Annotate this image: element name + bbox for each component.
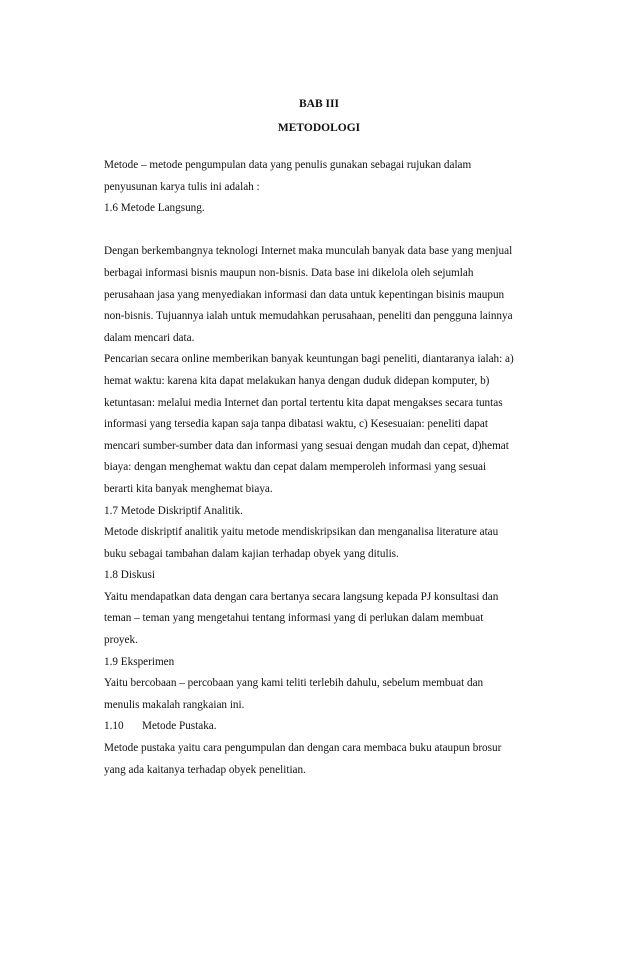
paragraph-line: menulis makalah rangkaian ini. (104, 698, 245, 711)
section-number-1-10: 1.10 (104, 720, 124, 733)
paragraph-line: Dengan berkembangnya teknologi Internet maka munculah banyak data base yang menjual (104, 245, 513, 258)
paragraph-spacer (104, 220, 574, 242)
paragraph-line: dalam mencari data. (104, 331, 195, 344)
paragraph-line: berbagai informasi bisnis maupun non-bisnis. Data base ini dikelola oleh sejumlah (104, 266, 474, 279)
intro-line: Metode – metode pengumpulan data yang penulis gunakan sebagai rujukan dalam (104, 159, 472, 171)
paragraph-line: perusahaan jasa yang menyediakan informasi dan data untuk kepentingan bisinis maupun (104, 288, 505, 301)
paragraph-line: yang ada kaitanya terhadap obyek penelitian. (104, 763, 306, 776)
intro-line: penyusunan karya tulis ini adalah : (104, 180, 260, 193)
paragraph-line: Metode pustaka yaitu cara pengumpulan dan dengan cara membaca buku ataupun brosur (104, 742, 502, 755)
paragraph-line: biaya: dengan menghemat waktu dan cepat dalam memperoleh informasi yang sesuai (104, 461, 487, 474)
section-heading-1-7: 1.7 Metode Diskriptif Analitik. (104, 504, 243, 517)
paragraph-line: informasi yang tersedia kapan saja tanpa dibatasi waktu, c) Kesesuaian: peneliti dapat (104, 418, 488, 431)
paragraph-line: hemat waktu: karena kita dapat melakukan hanya dengan duduk didepan komputer, b) (104, 374, 490, 387)
chapter-title: METODOLOGI (277, 122, 361, 134)
paragraph-line: buku sebagai tambahan dalam kajian terhadap obyek yang ditulis. (104, 547, 399, 560)
section-heading-1-9: 1.9 Eksperimen (104, 655, 175, 668)
section-title-1-10: Metode Pustaka. (142, 720, 217, 733)
paragraph-line: non-bisnis. Tujuannya ialah untuk memudahkan perusahaan, peneliti dan pengguna lainnya (104, 310, 513, 323)
section-heading-1-6: 1.6 Metode Langsung. (104, 202, 205, 215)
paragraph-line: berarti kita banyak menghemat biaya. (104, 482, 273, 495)
section-heading-1-8: 1.8 Diskusi (104, 569, 155, 582)
chapter-label: BAB III (299, 98, 339, 110)
paragraph-line: mencari sumber-sumber data dan informasi yang sesuai dengan mudah dan cepat, d)hemat (104, 439, 509, 452)
paragraph-line: Yaitu mendapatkan data dengan cara bertanya secara langsung kepada PJ konsultasi dan (104, 590, 499, 603)
paragraph-line: teman – teman yang mengetahui tentang informasi yang di perlukan dalam membuat (104, 612, 484, 625)
document-body (104, 155, 574, 781)
paragraph-line: Yaitu bercobaan – percobaan yang kami teliti terlebih dahulu, sebelum membuat dan (104, 677, 484, 690)
section-heading-1-10 (104, 716, 574, 738)
paragraph-line: Metode diskriptif analitik yaitu metode mendiskripsikan dan menganalisa literature atau (104, 526, 499, 539)
paragraph-line: ketuntasan: melalui media Internet dan portal tertentu kita dapat mengakses secara tuntas (104, 396, 503, 409)
paragraph-line: Pencarian secara online memberikan banyak keuntungan bagi peneliti, diantaranya ialah: a) (104, 353, 514, 366)
paragraph-line: proyek. (104, 634, 138, 647)
